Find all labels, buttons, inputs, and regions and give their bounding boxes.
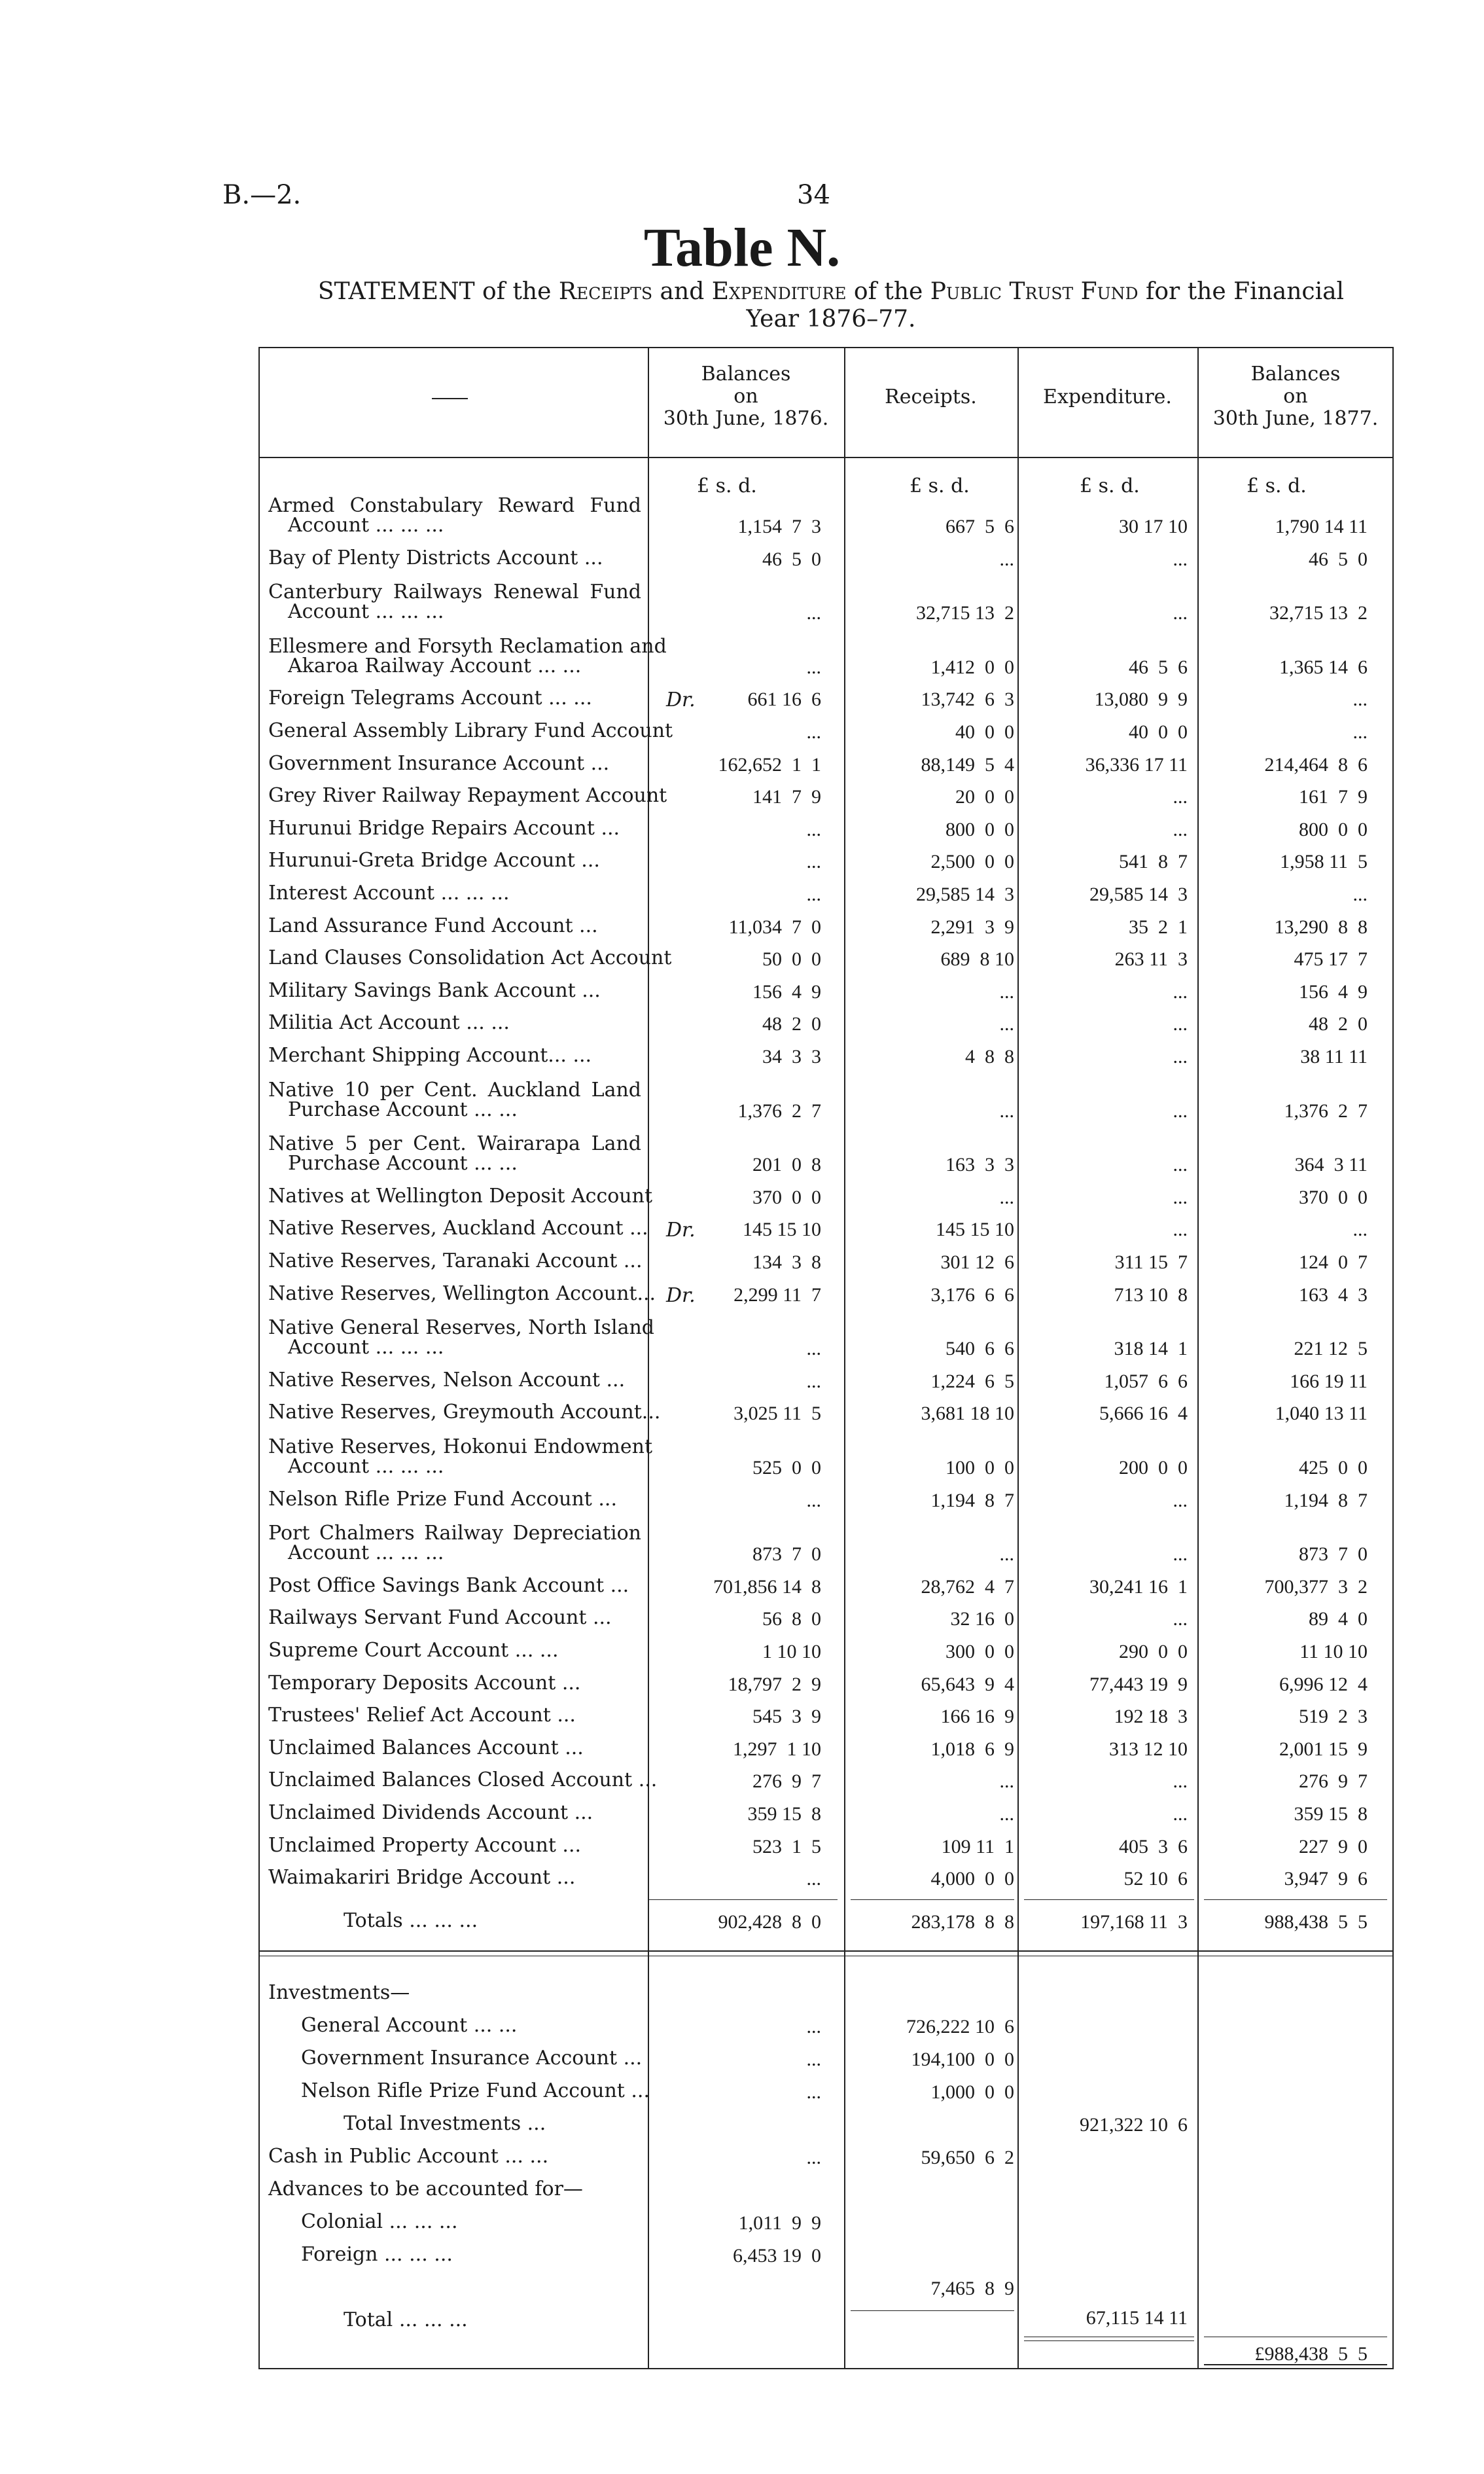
account-row: [0, 1284, 1484, 1314]
receipts-value: ...: [999, 1187, 1014, 1208]
balance-1877: 2,001 15 9: [1279, 1738, 1368, 1760]
advances-colonial: Colonial ... ... ... 1,011 9 9: [301, 2210, 821, 2234]
expenditure-value: 13,080 9 9: [1094, 689, 1188, 710]
expenditure-value: 200 0 0: [1119, 1457, 1188, 1479]
account-row: [0, 1079, 1484, 1130]
expenditure-value: 36,336 17 11: [1085, 754, 1188, 776]
sum-rule: [851, 1899, 1014, 1900]
cash-in-public-account: Cash in Public Account ... ... ... 59,650 6 2: [268, 2145, 1014, 2168]
receipts-value: ...: [999, 1770, 1014, 1792]
receipts-value: 1,194 8 7: [930, 1490, 1014, 1511]
balance-1877: 700,377 3 2: [1264, 1576, 1368, 1598]
expenditure-value: 318 14 1: [1114, 1338, 1188, 1359]
account-name: Unclaimed Property Account ...: [268, 1834, 582, 1857]
header-rule: [258, 457, 1394, 458]
balance-1877: 156 4 9: [1299, 981, 1368, 1003]
balance-1876: 545 3 9: [752, 1706, 821, 1727]
sum-rule: [1204, 1899, 1387, 1900]
balance-1876: 34 3 3: [762, 1046, 821, 1067]
balance-1877: 221 12 5: [1294, 1338, 1368, 1359]
receipts-value: 4,000 0 0: [930, 1868, 1014, 1890]
account-name: Native Reserves, Greymouth Account...: [268, 1401, 661, 1424]
balance-1876: 1,297 1 10: [733, 1738, 821, 1760]
col-expenditure: Expenditure.: [1043, 385, 1172, 408]
balance-1877: 163 4 3: [1299, 1284, 1368, 1306]
account-name: Hurunui-Greta Bridge Account ...: [268, 849, 600, 872]
account-name: Interest Account ... ... ...: [268, 882, 510, 905]
currency-units: £ s. d.: [1080, 475, 1140, 497]
balance-1877: ...: [1352, 1219, 1368, 1240]
account-name: Temporary Deposits Account ...: [268, 1672, 581, 1694]
receipts-value: ...: [999, 981, 1014, 1003]
account-row: [0, 948, 1484, 978]
account-row: [0, 1251, 1484, 1282]
balance-1876: 18,797 2 9: [728, 1674, 821, 1695]
col-receipts: Receipts.: [885, 385, 977, 408]
account-row: [0, 851, 1484, 881]
totals-1876: 902,428 8 0: [718, 1911, 821, 1933]
receipts-value: 4 8 8: [965, 1046, 1014, 1067]
expenditure-value: 313 12 10: [1109, 1738, 1188, 1760]
expenditure-value: ...: [1173, 1543, 1188, 1565]
totals-expenditure: 197,168 11 3: [1080, 1911, 1188, 1933]
account-name: Foreign Telegrams Account ... ...: [268, 687, 592, 709]
account-row: [0, 1706, 1484, 1736]
balance-1876: 50 0 0: [762, 948, 821, 970]
receipts-value: ...: [999, 1543, 1014, 1565]
receipts-value: 166 16 9: [940, 1706, 1014, 1727]
balance-1877: ...: [1352, 884, 1368, 905]
balance-1877: 1,194 8 7: [1284, 1490, 1368, 1511]
totals-label: Totals ... ... ...: [344, 1909, 478, 1932]
balance-1876: ...: [806, 721, 821, 743]
balance-1877: 32,715 13 2: [1269, 602, 1368, 624]
account-name: Natives at Wellington Deposit Account: [268, 1185, 653, 1208]
account-name: Unclaimed Balances Closed Account ...: [268, 1768, 658, 1791]
expenditure-value: ...: [1173, 786, 1188, 808]
balance-1876: 134 3 8: [752, 1251, 821, 1273]
receipts-value: 20 0 0: [955, 786, 1014, 808]
account-row: [0, 1371, 1484, 1401]
table-title: Table N.: [643, 217, 841, 278]
account-name: General Assembly Library Fund Account: [268, 719, 673, 742]
sum-rule: [1204, 2364, 1387, 2365]
account-name: Native 5 per Cent. Wairarapa Land Purchase Account ... ...: [268, 1132, 641, 1175]
account-name: Native Reserves, Taranaki Account ...: [268, 1249, 643, 1272]
expenditure-value: 263 11 3: [1114, 948, 1188, 970]
expenditure-value: 52 10 6: [1123, 1868, 1188, 1890]
account-row: [0, 1046, 1484, 1076]
balance-1876: 156 4 9: [752, 981, 821, 1003]
account-name: Ellesmere and Forsyth Reclamation and Akaroa Railway Account ... ...: [268, 635, 667, 677]
expenditure-value: 405 3 6: [1119, 1836, 1188, 1857]
account-name: Port Chalmers Railway Depreciation Account ... ... ...: [268, 1522, 641, 1564]
account-name: Government Insurance Account ...: [268, 752, 610, 775]
balance-1877: 359 15 8: [1294, 1803, 1368, 1825]
balance-1876: 370 0 0: [752, 1187, 821, 1208]
expenditure-value: ...: [1173, 1013, 1188, 1035]
total-investments: Total Investments ... 921,322 10 6: [344, 2112, 1188, 2136]
receipts-value: 689 8 10: [940, 948, 1014, 970]
expenditure-value: 40 0 0: [1129, 721, 1188, 743]
account-name: Bay of Plenty Districts Account ...: [268, 547, 603, 569]
page-number: 34: [797, 180, 830, 210]
balance-1876: 145 15 10: [743, 1219, 821, 1240]
account-row: [0, 1738, 1484, 1768]
expenditure-value: 713 10 8: [1114, 1284, 1188, 1306]
balance-1876: 873 7 0: [752, 1543, 821, 1565]
expenditure-value: ...: [1173, 1803, 1188, 1825]
account-row: [0, 1608, 1484, 1638]
balance-1877: 425 0 0: [1299, 1457, 1368, 1479]
expenditure-value: 30,241 16 1: [1089, 1576, 1188, 1598]
balance-1876: ...: [806, 1490, 821, 1511]
receipts-value: 100 0 0: [945, 1457, 1014, 1479]
balance-1876: ...: [806, 851, 821, 872]
account-row: [0, 754, 1484, 784]
receipts-value: 145 15 10: [936, 1219, 1014, 1240]
account-row: [0, 1641, 1484, 1671]
account-name: Native 10 per Cent. Auckland Land Purchase Account ... ...: [268, 1079, 641, 1121]
balance-1876: 46 5 0: [762, 548, 821, 570]
balance-1876: 1 10 10: [762, 1641, 821, 1662]
account-name: Nelson Rifle Prize Fund Account ...: [268, 1488, 617, 1511]
expenditure-value: 290 0 0: [1119, 1641, 1188, 1662]
account-name: Native Reserves, Nelson Account ...: [268, 1369, 626, 1391]
investments-heading: Investments—: [268, 1981, 410, 2004]
balance-1877: 38 11 11: [1300, 1046, 1368, 1067]
balance-1876: ...: [806, 602, 821, 624]
expenditure-value: ...: [1173, 819, 1188, 840]
balance-1877: ...: [1352, 689, 1368, 710]
account-name: Armed Constabulary Reward Fund Account ... ... ...: [268, 494, 641, 537]
receipts-value: ...: [999, 548, 1014, 570]
expenditure-value: ...: [1173, 1490, 1188, 1511]
account-row: [0, 1868, 1484, 1898]
debit-marker: Dr.: [666, 689, 696, 711]
balance-1877: 46 5 0: [1309, 548, 1368, 570]
col-balances-1877: Balances on 30th June, 1877.: [1212, 363, 1379, 430]
balance-1876: 3,025 11 5: [733, 1403, 821, 1424]
expenditure-value: 1,057 6 6: [1104, 1371, 1188, 1392]
balance-1876: 276 9 7: [752, 1770, 821, 1792]
account-row: [0, 916, 1484, 946]
totals-row: [0, 1911, 1484, 1941]
account-name: Trustees' Relief Act Account ...: [268, 1704, 576, 1727]
balance-1876: ...: [806, 819, 821, 840]
account-name: Railways Servant Fund Account ...: [268, 1606, 612, 1629]
expenditure-value: 35 2 1: [1129, 916, 1188, 938]
receipts-value: 300 0 0: [945, 1641, 1014, 1662]
receipts-value: 301 12 6: [940, 1251, 1014, 1273]
grand-total-value: £988,438 5 5: [1254, 2343, 1368, 2365]
balance-1877: 3,947 9 6: [1284, 1868, 1368, 1890]
balance-1877: 166 19 11: [1290, 1371, 1368, 1392]
document-reference: B.—2.: [222, 180, 302, 210]
account-row: [0, 1803, 1484, 1833]
expenditure-value: ...: [1173, 548, 1188, 570]
receipts-value: 667 5 6: [945, 516, 1014, 537]
balance-1877: ...: [1352, 721, 1368, 743]
investment-general: General Account ... ... ... 726,222 10 6: [301, 2014, 1014, 2037]
account-name: Waimakariri Bridge Account ...: [268, 1866, 576, 1889]
currency-units: £ s. d.: [910, 475, 970, 497]
account-name: Militia Act Account ... ...: [268, 1011, 510, 1034]
receipts-value: 29,585 14 3: [916, 884, 1014, 905]
account-name: Native Reserves, Auckland Account ...: [268, 1217, 648, 1240]
balance-1876: 11,034 7 0: [728, 916, 821, 938]
advances-sum: 7,465 8 9: [930, 2278, 1014, 2299]
sum-rule: [1024, 1899, 1194, 1900]
expenditure-value: ...: [1173, 981, 1188, 1003]
advances-heading: Advances to be accounted for—: [268, 2178, 583, 2200]
receipts-value: 800 0 0: [945, 819, 1014, 840]
receipts-value: 1,412 0 0: [930, 656, 1014, 678]
balance-1877: 1,958 11 5: [1280, 851, 1368, 872]
col-balances-1876: Balances on 30th June, 1876.: [663, 363, 829, 430]
balance-1876: 523 1 5: [752, 1836, 821, 1857]
account-name: Land Assurance Fund Account ...: [268, 914, 598, 937]
balance-1877: 800 0 0: [1299, 819, 1368, 840]
balance-1876: ...: [806, 1338, 821, 1359]
balance-1876: 661 16 6: [747, 689, 821, 710]
balance-1877: 1,790 14 11: [1275, 516, 1368, 537]
balance-1877: 1,376 2 7: [1284, 1100, 1368, 1122]
receipts-value: 109 11 1: [941, 1836, 1014, 1857]
account-name: Canterbury Railways Renewal Fund Account ... ... ...: [268, 581, 641, 623]
account-row: [0, 1522, 1484, 1573]
expenditure-value: 541 8 7: [1119, 851, 1188, 872]
balance-1876: 48 2 0: [762, 1013, 821, 1035]
balance-1876: 525 0 0: [752, 1457, 821, 1479]
account-row: [0, 1490, 1484, 1520]
currency-units: £ s. d.: [1246, 475, 1307, 497]
expenditure-value: ...: [1173, 1219, 1188, 1240]
balance-1877: 370 0 0: [1299, 1187, 1368, 1208]
balance-1877: 276 9 7: [1299, 1770, 1368, 1792]
table-subtitle: STATEMENT of the Receipts and Expenditure of the Public Trust Fund for the Financial Year 1876–77.: [317, 278, 1345, 332]
sum-rule: [648, 1899, 838, 1900]
balance-1877: 1,040 13 11: [1275, 1403, 1368, 1424]
account-row: [0, 1836, 1484, 1866]
expenditure-value: 30 17 10: [1119, 516, 1188, 537]
balance-1876: 2,299 11 7: [733, 1284, 821, 1306]
account-name: Military Savings Bank Account ...: [268, 979, 601, 1002]
receipts-value: 3,681 18 10: [921, 1403, 1014, 1424]
balance-1877: 13,290 8 8: [1274, 916, 1368, 938]
account-row: [0, 1674, 1484, 1704]
expenditure-value: ...: [1173, 1608, 1188, 1630]
account-name: Unclaimed Balances Account ...: [268, 1736, 584, 1759]
balance-1876: 701,856 14 8: [713, 1576, 821, 1598]
balance-1877: 11 10 10: [1299, 1641, 1368, 1662]
header-dash: [432, 398, 468, 399]
section-rule: [258, 1950, 1394, 1952]
grand-total-row: Total ... ... ...: [344, 2308, 468, 2331]
advances-expenditure: 67,115 14 11: [1086, 2307, 1188, 2329]
expenditure-value: ...: [1173, 1187, 1188, 1208]
balance-1876: ...: [806, 1868, 821, 1890]
receipts-value: 2,291 3 9: [930, 916, 1014, 938]
balance-1877: 48 2 0: [1309, 1013, 1368, 1035]
expenditure-value: ...: [1173, 1154, 1188, 1175]
account-row: [0, 689, 1484, 719]
account-row: [0, 1435, 1484, 1487]
balance-1876: ...: [806, 656, 821, 678]
receipts-value: 40 0 0: [955, 721, 1014, 743]
account-row: [0, 1576, 1484, 1606]
account-row: [0, 494, 1484, 546]
account-name: Hurunui Bridge Repairs Account ...: [268, 817, 620, 840]
investment-nelson-rifle: Nelson Rifle Prize Fund Account ... ... 1,000 0 0: [301, 2079, 1014, 2103]
expenditure-value: 77,443 19 9: [1089, 1674, 1188, 1695]
expenditure-value: ...: [1173, 1100, 1188, 1122]
balance-1876: 359 15 8: [747, 1803, 821, 1825]
balance-1877: 161 7 9: [1299, 786, 1368, 808]
receipts-value: ...: [999, 1013, 1014, 1035]
balance-1877: 124 0 7: [1299, 1251, 1368, 1273]
receipts-value: 163 3 3: [945, 1154, 1014, 1175]
account-row: [0, 819, 1484, 849]
balance-1877: 214,464 8 6: [1264, 754, 1368, 776]
receipts-value: 32,715 13 2: [916, 602, 1014, 624]
account-name: Grey River Railway Repayment Account: [268, 784, 667, 807]
receipts-value: 2,500 0 0: [930, 851, 1014, 872]
account-row: [0, 786, 1484, 816]
account-name: Post Office Savings Bank Account ...: [268, 1574, 629, 1597]
account-row: [0, 1187, 1484, 1217]
expenditure-value: ...: [1173, 602, 1188, 624]
sum-rule: [1024, 2340, 1194, 2341]
receipts-value: 28,762 4 7: [921, 1576, 1014, 1598]
receipts-value: 540 6 6: [945, 1338, 1014, 1359]
balance-1877: 364 3 11: [1294, 1154, 1368, 1175]
debit-marker: Dr.: [666, 1284, 696, 1307]
balance-1877: 227 9 0: [1299, 1836, 1368, 1857]
balance-1876: 1,376 2 7: [737, 1100, 821, 1122]
account-name: Unclaimed Dividends Account ...: [268, 1801, 593, 1824]
balance-1876: 201 0 8: [752, 1154, 821, 1175]
receipts-value: 88,149 5 4: [921, 754, 1014, 776]
receipts-value: 32 16 0: [950, 1608, 1014, 1630]
account-name: Supreme Court Account ... ...: [268, 1639, 559, 1662]
account-row: [0, 548, 1484, 579]
account-row: [0, 884, 1484, 914]
expenditure-value: 29,585 14 3: [1089, 884, 1188, 905]
balance-1877: 89 4 0: [1309, 1608, 1368, 1630]
currency-units: £ s. d.: [697, 475, 757, 497]
balance-1877: 1,365 14 6: [1279, 656, 1368, 678]
balance-1877: 6,996 12 4: [1279, 1674, 1368, 1695]
account-row: [0, 1013, 1484, 1043]
expenditure-value: 311 15 7: [1114, 1251, 1188, 1273]
account-row: [0, 1316, 1484, 1368]
expenditure-value: ...: [1173, 1046, 1188, 1067]
account-name: Native General Reserves, North Island Account ... ... ...: [268, 1316, 654, 1359]
account-row: [0, 1219, 1484, 1249]
account-row: [0, 1132, 1484, 1184]
balance-1876: ...: [806, 1371, 821, 1392]
receipts-value: 1,224 6 5: [930, 1371, 1014, 1392]
receipts-value: 65,643 9 4: [921, 1674, 1014, 1695]
balance-1876: 1,154 7 3: [737, 516, 821, 537]
receipts-value: 13,742 6 3: [921, 689, 1014, 710]
balance-1877: 475 17 7: [1294, 948, 1368, 970]
expenditure-value: 192 18 3: [1114, 1706, 1188, 1727]
balance-1876: 141 7 9: [752, 786, 821, 808]
balance-1876: 162,652 1 1: [718, 754, 821, 776]
account-name: Land Clauses Consolidation Act Account: [268, 946, 672, 969]
account-row: [0, 721, 1484, 751]
debit-marker: Dr.: [666, 1219, 696, 1242]
totals-receipts: 283,178 8 8: [911, 1911, 1014, 1933]
balance-1876: 56 8 0: [762, 1608, 821, 1630]
account-name: Native Reserves, Hokonui Endowment Account ... ... ...: [268, 1435, 653, 1478]
receipts-value: 3,176 6 6: [930, 1284, 1014, 1306]
receipts-value: ...: [999, 1803, 1014, 1825]
account-row: [0, 1770, 1484, 1801]
receipts-value: 1,018 6 9: [930, 1738, 1014, 1760]
balance-1877: 873 7 0: [1299, 1543, 1368, 1565]
account-row: [0, 981, 1484, 1011]
advances-foreign: Foreign ... ... ... 6,453 19 0: [301, 2243, 821, 2267]
balance-1877: 519 2 3: [1299, 1706, 1368, 1727]
receipts-value: ...: [999, 1100, 1014, 1122]
account-name: Native Reserves, Wellington Account...: [268, 1282, 656, 1305]
account-row: [0, 635, 1484, 687]
totals-1877: 988,438 5 5: [1264, 1911, 1368, 1933]
account-row: [0, 581, 1484, 632]
investment-government-insurance: Government Insurance Account ... ... 194,100 0 0: [301, 2047, 1014, 2070]
expenditure-value: 5,666 16 4: [1099, 1403, 1188, 1424]
expenditure-value: 46 5 6: [1129, 656, 1188, 678]
expenditure-value: ...: [1173, 1770, 1188, 1792]
balance-1876: ...: [806, 884, 821, 905]
account-name: Merchant Shipping Account... ...: [268, 1044, 592, 1067]
account-row: [0, 1403, 1484, 1433]
